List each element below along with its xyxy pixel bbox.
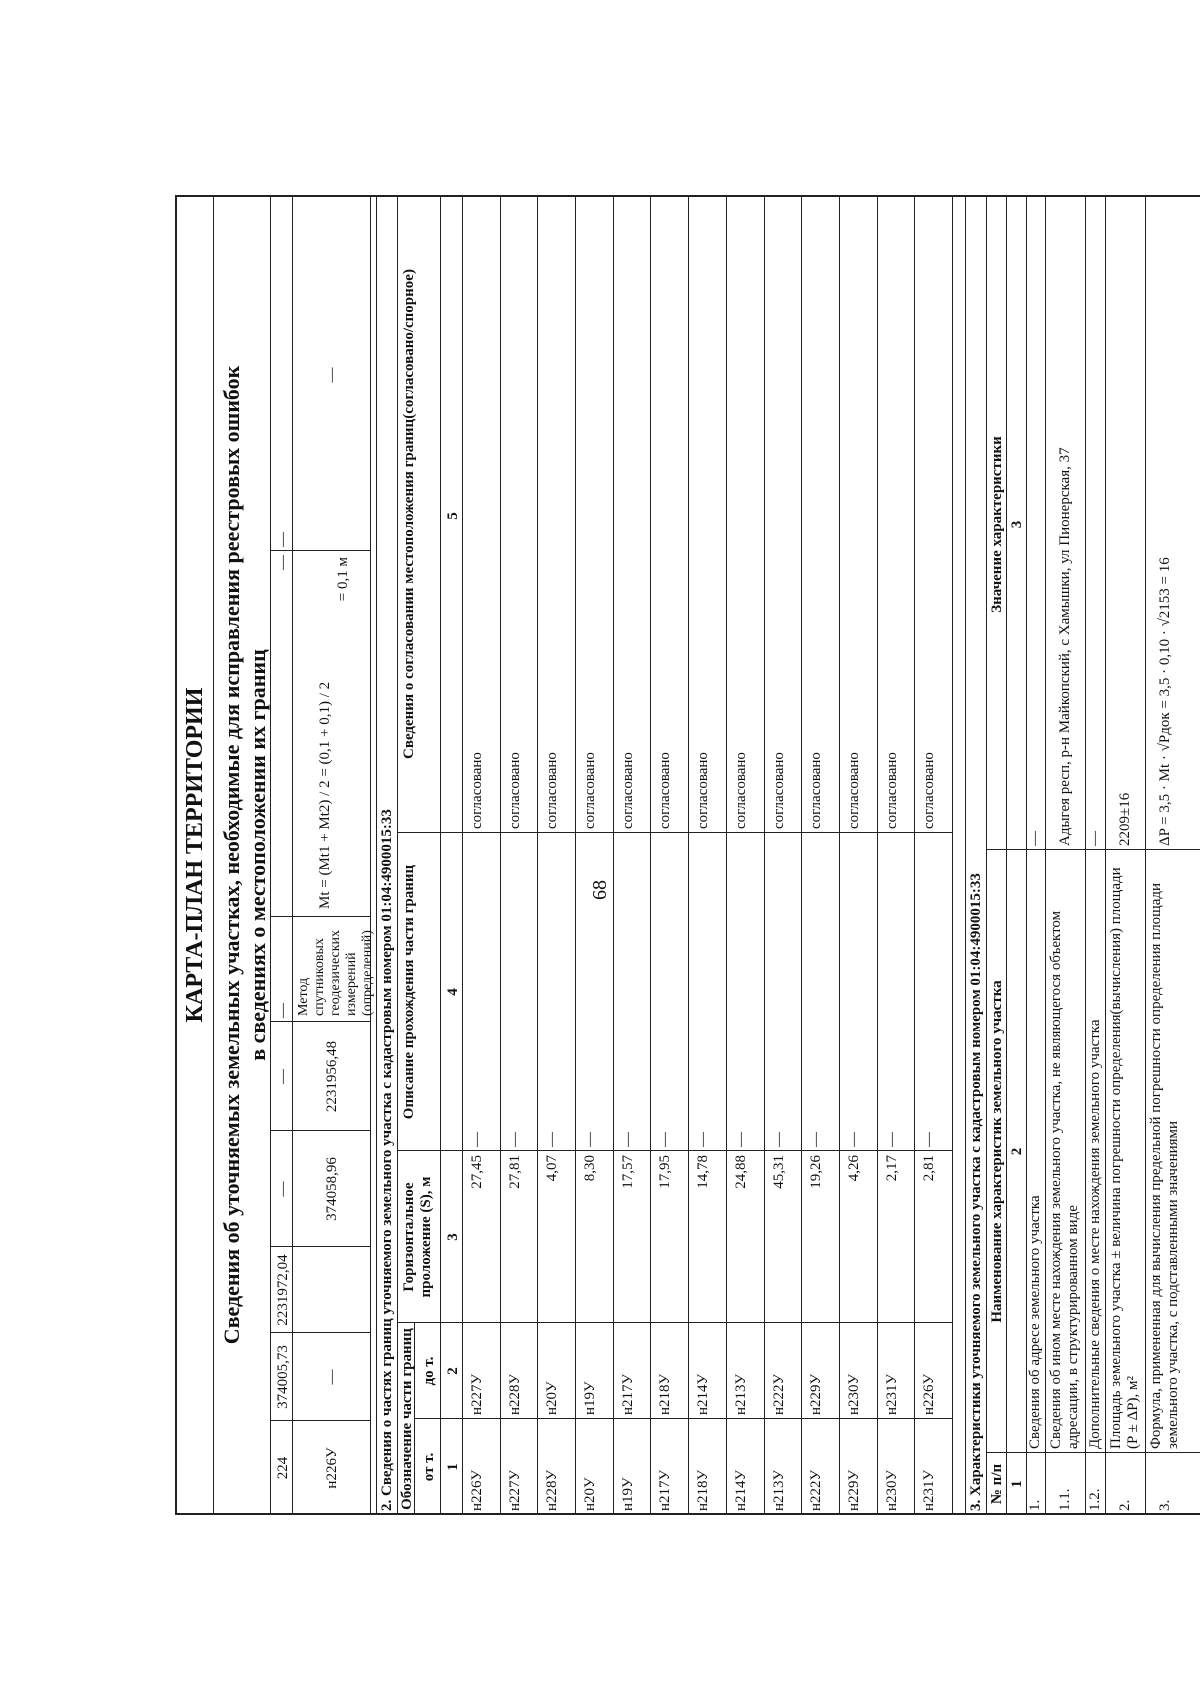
cell-to: н214У [695,1373,712,1415]
cell-length: 19,26 [808,1155,825,1189]
cell-length: 45,31 [770,1155,787,1189]
cell-name-text: Формула, примененная для вычисления предельной погрешности определения площади земельного участка, с подставленными значениями [1148,882,1181,1449]
cell-num [1106,1453,1144,1515]
cell-name-text: Сведения об адресе земельного участка [1027,1195,1043,1449]
coord-x-old: 374005,73 [275,1345,291,1409]
cell-name-text: Сведения об ином месте нахождения земельного участка, не являющегося объектом адресации, в структурированном виде [1048,910,1081,1449]
header-description: Описание прохождения части границ [401,864,417,1120]
section3-caption: 3. Характеристики уточняемого земельного участка с кадастровым номером 01:04:4900015:33 [968,873,984,1511]
cell-description: — [695,1132,712,1147]
cell-value [1146,199,1184,850]
header-value: Значение характеристики [989,436,1005,613]
cell-to: н230У [845,1373,862,1415]
colnum-3: 3 [1009,520,1025,529]
cell-value [1027,199,1044,850]
cell-from: н229У [845,1469,862,1511]
document-subtitle-line1: Сведения об уточняемых земельных участках, необходимые для исправления реестровых ошибок [219,365,244,1345]
cell-agreement: согласовано [770,752,787,829]
cell-agreement: согласовано [845,752,862,829]
cell-agreement: согласовано [883,752,900,829]
cell-agreement: согласовано [506,752,523,829]
colnum-1: 1 [1009,1480,1025,1488]
cell-agreement: согласовано [921,752,938,829]
cell-from: н231У [921,1469,938,1511]
cell-length: 24,88 [732,1155,749,1189]
cell-from: н19У [619,1477,636,1511]
colnum-4: 4 [445,988,461,996]
cell-length: 17,95 [657,1155,674,1189]
cell-to: н218У [657,1373,674,1415]
cell-num-text: 3. [1156,1499,1173,1511]
coord-y-old: 2231972,04 [275,1254,291,1326]
cell-num-text: 1. [1027,1499,1043,1511]
coord-x-old: — [324,1369,340,1385]
page-number: 68 [589,880,611,900]
cell-agreement: согласовано [657,752,674,829]
cell-name [1027,850,1044,1453]
cell-length: 4,07 [544,1155,561,1182]
cell-from: н214У [732,1469,749,1511]
cell-num-text: 2. [1116,1499,1133,1511]
header-agreement: Сведения о согласовании местоположения границ(согласовано/спорное) [401,269,417,759]
cell-to: н228У [506,1373,523,1415]
method: — [275,1003,291,1018]
cell-value-text: — [1027,831,1043,846]
colnum-2: 2 [445,1367,461,1375]
cell-length: 17,57 [619,1155,636,1189]
cell-to: н222У [770,1373,787,1415]
cell-value-text: 2209±16 [1116,792,1133,846]
cell-to: н231У [883,1373,900,1415]
cell-from: н217У [657,1469,674,1511]
cell-length: 2,17 [883,1155,900,1182]
cell-from: н218У [695,1469,712,1511]
cell-length: 27,45 [469,1155,485,1189]
cell-num [1146,1453,1184,1515]
cell-from: н230У [883,1469,900,1511]
cell-name [1086,850,1104,1453]
cell-length: 14,78 [695,1155,712,1189]
cell-agreement: согласовано [695,752,712,829]
method-text: Метод спутниковых геодезических измерений (определений) [296,929,375,1016]
accuracy: — [275,555,291,570]
cell-name [1146,850,1184,1453]
cell-length: 27,81 [506,1155,523,1189]
header-name: Наименование характеристик земельного участка [989,980,1005,1323]
point-name: н226У [324,1447,340,1489]
cell-agreement: согласовано [619,752,636,829]
cell-name-text: Дополнительные сведения о месте нахождения земельного участка [1086,1019,1103,1449]
coord-y-new: 2231956,48 [324,1040,340,1113]
cell-description: — [883,1132,900,1147]
colnum-3: 3 [445,1233,461,1241]
colnum-1: 1 [445,1463,461,1471]
cell-to: н19У [582,1381,599,1415]
header-num: № п/п [989,1463,1005,1505]
cell-from: н213У [770,1469,787,1511]
cell-description: — [619,1132,636,1147]
cell-agreement: согласовано [732,752,749,829]
cell-length: 8,30 [582,1155,599,1182]
cell-description: — [732,1132,749,1147]
cell-value-text: Адыгея респ, р-н Майкопский, с Хамышки, ул Пионерская, 37 [1056,447,1073,846]
cell-length: 2,81 [921,1155,938,1182]
cell-description: — [544,1132,561,1147]
cell-to: н217У [619,1373,636,1415]
cell-from: н222У [808,1469,825,1511]
cell-agreement: согласовано [808,752,825,829]
cell-from: н227У [506,1469,523,1511]
cell-from: н226У [469,1469,485,1511]
cell-num [1086,1453,1104,1515]
accuracy-formula-line1: Mt = (Mt1 + Mt2) / 2 = (0,1 + 0,1) / 2 [317,681,333,909]
document-title: КАРТА-ПЛАН ТЕРРИТОРИИ [182,687,208,1023]
cell-value [1086,199,1104,850]
coord-y-new: — [275,1069,291,1084]
cell-description: — [657,1132,674,1147]
coord-x-new: 374058,96 [324,1157,340,1221]
cell-to: н227У [469,1373,485,1415]
cell-description: — [469,1132,485,1147]
header-to: до т. [421,1356,437,1386]
cell-agreement: согласовано [469,752,485,829]
colnum-5: 5 [445,512,461,520]
accuracy-formula-line2: = 0,1 м [335,557,351,602]
cell-description: — [808,1132,825,1147]
cell-from: н228У [544,1469,561,1511]
cell-value [1046,199,1084,850]
point-number: 224 [275,1456,291,1480]
cell-name-text: Площадь земельного участка ± величина погрешности определения(вычисления) площади (P ± ΔP), м² [1108,867,1141,1449]
cell-value-text: — [1086,831,1103,846]
cell-name [1046,850,1084,1453]
cell-description: — [770,1132,787,1147]
cell-to: н213У [732,1373,749,1415]
cell-description: — [582,1132,599,1147]
header-designation: Обозначение части границ [399,1328,415,1510]
cell-description: — [845,1132,862,1147]
cell-to: н229У [808,1373,825,1415]
section2-caption: 2. Сведения о частях границ уточняемого земельного участка с кадастровым номером 01:04:4900015:33 [379,809,395,1511]
coord-x-new: — [275,1181,291,1197]
cell-description: — [921,1132,938,1147]
colnum-2: 2 [1009,1147,1025,1156]
description: — [275,532,291,547]
document-subtitle-line2: в сведениях о местоположении их границ [245,649,270,1061]
cell-to: н226У [921,1373,938,1415]
cell-length: 4,26 [845,1155,862,1182]
cell-num-text: 1.1. [1056,1488,1073,1511]
cell-value-text: ΔP = 3,5 · Mt · √Pдок = 3,5 · 0,10 · √2153 = 16 [1156,557,1173,846]
cell-name [1106,850,1144,1453]
cell-from: н20У [582,1477,599,1511]
cell-description: — [506,1132,523,1147]
cell-agreement: согласовано [582,752,599,829]
header-from: от т. [421,1452,437,1482]
cell-value [1106,199,1144,850]
description: — [324,367,340,383]
cell-num [1046,1453,1084,1515]
cell-agreement: согласовано [544,752,561,829]
cell-to: н20У [544,1381,561,1415]
cell-num [1027,1453,1044,1515]
cell-num-text: 1.2. [1086,1488,1103,1511]
header-length: Горизонтальное проложение (S), м [401,1176,434,1298]
rotated-document [175,195,1200,1515]
